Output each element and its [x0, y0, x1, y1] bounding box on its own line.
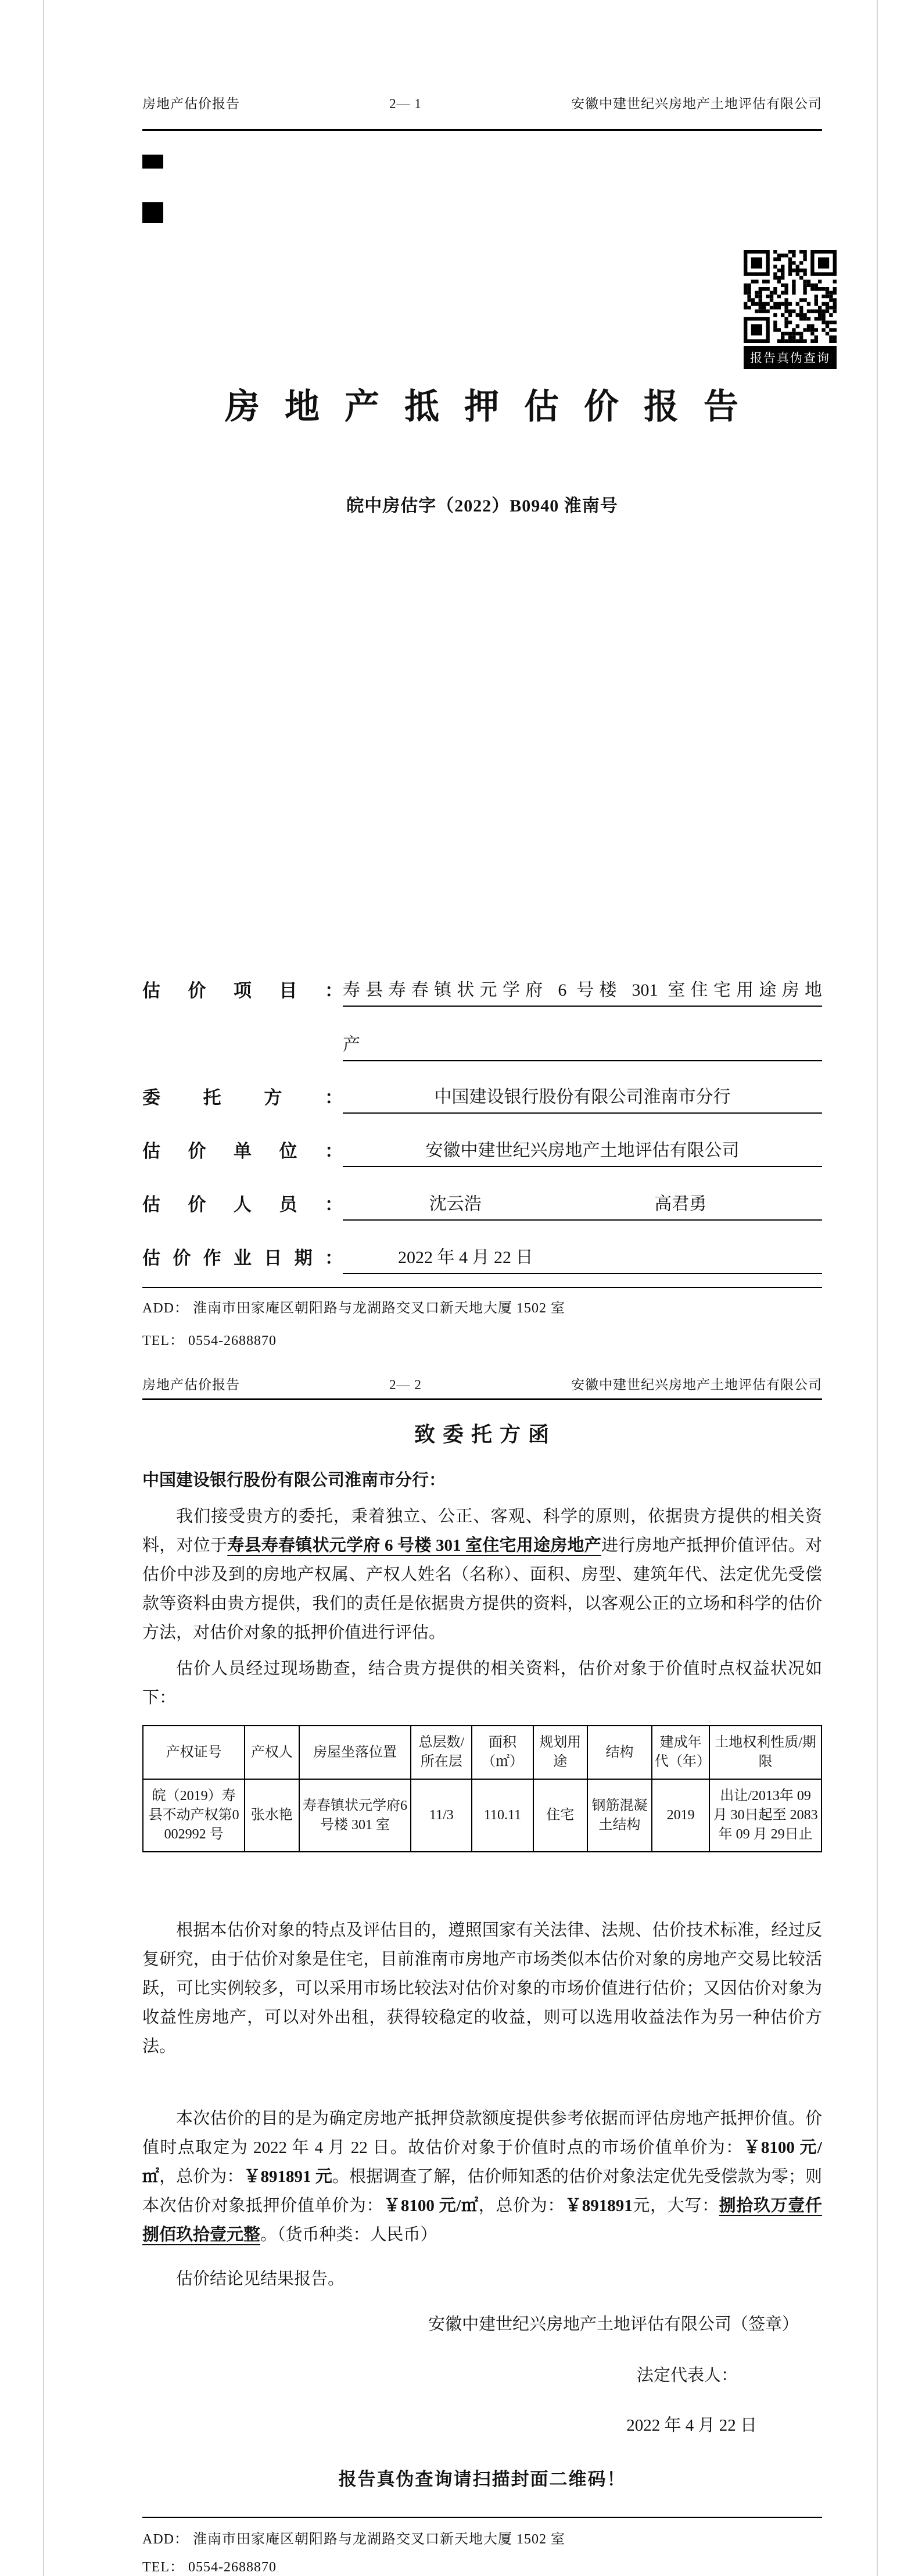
letter-title: 致 委 托 方 函	[414, 1423, 550, 1446]
redaction-mark	[142, 202, 163, 223]
field-label-client: 委 托 方 ：	[142, 1087, 343, 1108]
amount-in-words: 捌拾玖万壹仟捌佰玖拾壹元整	[142, 2196, 822, 2244]
header-company: 安徽中建世纪兴房地产土地评估有限公司	[571, 1378, 822, 1392]
footer-phone: TEL： 0554-2688870	[142, 2560, 277, 2575]
field-label-project: 估 价 项 目 ：	[142, 981, 343, 1001]
table-header-cell: 产权证号	[143, 1726, 245, 1779]
paragraph-text: 进行房地产抵押价值评估。对估价中涉及到的房地产权属、产权人姓名（名称）、面积、房型、建筑年代、法定优先受偿款等资料由贵方提供，我们的责任是依据贵方提供的资料，以客观公正的立场和科学的估价方法，对估价对象的抵押价值进行评估。	[142, 1536, 822, 1642]
table-header-cell: 产权人	[245, 1726, 299, 1779]
field-value-date: 2022 年 4 月 22 日	[343, 1243, 822, 1274]
field-label-date: 估价作业日期：	[142, 1248, 343, 1268]
scan-edge-right	[877, 0, 878, 2576]
table-cell-use: 住宅	[533, 1779, 587, 1852]
field-label-agency: 估 价 单 位 ：	[142, 1141, 343, 1161]
table-cell-certificate: 皖（2019）寿县不动产权第0002992 号	[143, 1779, 245, 1852]
letter-paragraph-1	[142, 1502, 822, 1647]
total-price-value: ￥891891 元	[243, 2167, 332, 2186]
table-cell-owner: 张水艳	[245, 1779, 299, 1852]
table-cell-structure: 钢筋混凝土结构	[587, 1779, 652, 1852]
scan-edge-left	[43, 0, 44, 2576]
field-value-staff	[343, 1189, 822, 1221]
table-header-cell: 建成年代（年）	[652, 1726, 709, 1779]
table-cell-floors: 11/3	[411, 1779, 472, 1852]
paragraph-text: 我们接受贵方的委托，秉着独立、公正、客观、科学的原则，依据贵方提供的相关资料，对位于	[142, 1507, 822, 1555]
signature-representative: 法定代表人：	[636, 2366, 738, 2385]
paragraph-text: 。（货币种类：人民币）	[260, 2226, 437, 2244]
field-staff	[142, 1189, 822, 1221]
paragraph-text: 。根据调查了解，估价师知悉的估价对象法定优先受偿款为零；则本次估价对象抵押价值单价为：	[142, 2167, 822, 2215]
header-page-number: 2— 2	[389, 1378, 422, 1392]
field-label-staff: 估 价 人 员 ：	[142, 1194, 343, 1215]
subject-property-emphasis: 寿县寿春镇状元学府 6 号楼 301 室住宅用途房地产	[227, 1536, 601, 1555]
page2-header	[142, 1374, 822, 1393]
footer-rule	[142, 1287, 822, 1288]
field-project-continuation	[142, 1030, 822, 1061]
page1-header	[142, 93, 822, 112]
table-header-cell: 土地权利性质/期限	[709, 1726, 821, 1779]
footer-phone: TEL： 0554-2688870	[142, 1333, 277, 1348]
table-header-cell: 面积（㎡）	[472, 1726, 533, 1779]
header-company: 安徽中建世纪兴房地产土地评估有限公司	[571, 96, 822, 111]
paragraph-text: ，总价为：	[159, 2167, 244, 2186]
field-value-client: 中国建设银行股份有限公司淮南市分行	[343, 1082, 822, 1114]
paragraph-text: 元，大写：	[632, 2196, 719, 2215]
table-cell-land-rights: 出让/2013年 09 月 30日起至 2083年 09 月 29日止	[709, 1779, 821, 1852]
header-rule	[142, 129, 822, 131]
field-project	[142, 975, 822, 1007]
signature-date: 2022 年 4 月 22 日	[626, 2416, 757, 2435]
paragraph-text: ，总价为：	[478, 2196, 565, 2215]
appraiser-name-2: 高君勇	[654, 1194, 707, 1214]
field-value-agency: 安徽中建世纪兴房地产土地评估有限公司	[343, 1136, 822, 1167]
mortgage-total-price-value: ￥891891	[565, 2196, 633, 2215]
ownership-table	[142, 1725, 822, 1852]
field-client	[142, 1082, 822, 1114]
appraiser-name-1: 沈云浩	[429, 1194, 482, 1214]
salutation: 中国建设银行股份有限公司淮南市分行：	[142, 1471, 446, 1490]
table-header-cell: 规划用途	[533, 1726, 587, 1779]
table-cell-year: 2019	[652, 1779, 709, 1852]
header-page-number: 2— 1	[389, 96, 422, 111]
qr-code-label: 报告真伪查询	[744, 346, 837, 369]
field-label-spacer	[142, 1057, 343, 1061]
qr-code-icon	[744, 250, 837, 343]
field-value-project-cont: 产	[343, 1030, 822, 1061]
footer-rule-2	[142, 2517, 822, 2518]
field-date	[142, 1243, 822, 1274]
footer-address: ADD： 淮南市田家庵区朝阳路与龙湖路交叉口新天地大厦 1502 室	[142, 2532, 565, 2547]
paragraph-text: 本次估价的目的是为确定房地产抵押贷款额度提供参考依据而评估房地产抵押价值。价值时点取定为 2022 年 4 月 22 日。故估价对象于价值时点的市场价值单价为：	[142, 2109, 822, 2157]
footer-address: ADD： 淮南市田家庵区朝阳路与龙湖路交叉口新天地大厦 1502 室	[142, 1301, 565, 1316]
table-row	[143, 1779, 821, 1852]
header-doc-type: 房地产估价报告	[142, 1378, 240, 1392]
unit-price-value: ￥8100 元/㎡	[142, 2138, 822, 2186]
letter-paragraph-2: 估价人员经过现场勘查，结合贵方提供的相关资料，估价对象于价值时点权益状况如下：	[142, 1659, 822, 1707]
table-header-row	[143, 1726, 821, 1779]
field-value-project: 寿县寿春镇状元学府 6 号楼 301 室住宅用途房地	[343, 975, 822, 1007]
table-header-cell: 总层数/所在层	[411, 1726, 472, 1779]
field-agency	[142, 1136, 822, 1167]
letter-paragraph-3: 根据本估价对象的特点及评估目的，遵照国家有关法律、法规、估价技术标准，经过反复研究，由于估价对象是住宅，目前淮南市房地产市场类似本估价对象的房地产交易比较活跃，可比实例较多，可以采用市场比较法对估价对象的市场价值进行估价；又因估价对象为收益性房地产，可以对外出租，获得较稳定的收益，则可以选用收益法作为另一种估价方法。	[142, 1921, 822, 2056]
qr-block	[744, 250, 837, 369]
table-cell-location: 寿春镇状元学府6 号楼 301 室	[299, 1779, 411, 1852]
table-header-cell: 结构	[587, 1726, 652, 1779]
signature-company: 安徽中建世纪兴房地产土地评估有限公司（签章）	[428, 2315, 799, 2334]
table-cell-area: 110.11	[472, 1779, 533, 1852]
report-title: 房 地 产 抵 押 估 价 报 告	[225, 388, 740, 426]
header-doc-type: 房地产估价报告	[142, 96, 240, 111]
mortgage-unit-price-value: ￥8100 元/㎡	[383, 2196, 479, 2215]
qr-scan-notice: 报告真伪查询请扫描封面二维码！	[338, 2469, 626, 2489]
header-rule-2	[142, 1398, 822, 1400]
table-header-cell: 房屋坐落位置	[299, 1726, 411, 1779]
letter-paragraph-4	[142, 2104, 822, 2249]
report-number: 皖中房估字（2022）B0940 淮南号	[346, 496, 618, 516]
redaction-mark	[142, 155, 163, 169]
letter-paragraph-5: 估价结论见结果报告。	[176, 2270, 345, 2288]
